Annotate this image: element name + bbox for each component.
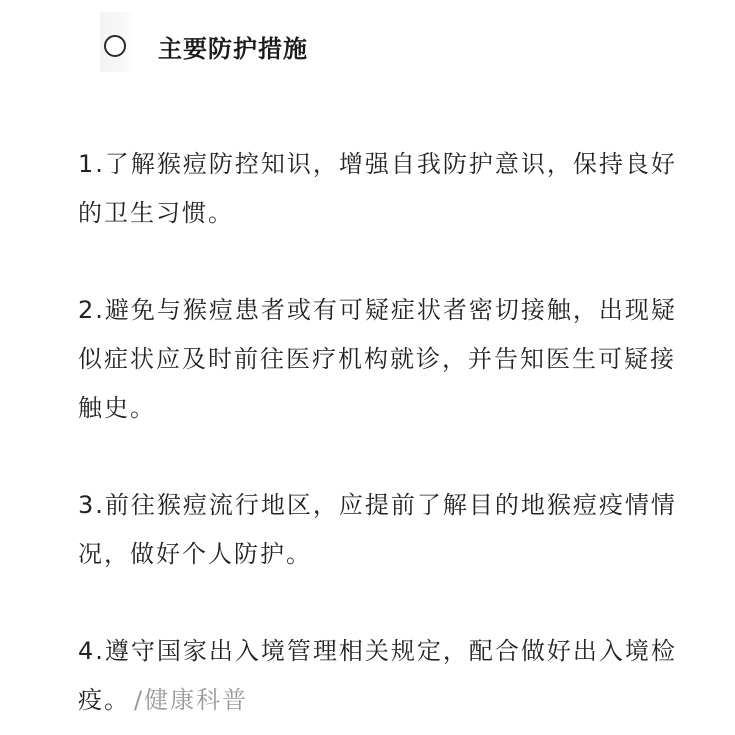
section-heading (104, 26, 308, 66)
measures-list (78, 140, 678, 725)
measure-item-2 (78, 286, 678, 433)
circle-icon (104, 35, 126, 57)
measure-text-2: 2.避免与猴痘患者或有可疑症状者密切接触，出现疑似症状应及时前往医疗机构就诊，并告知医生可疑接触史。 (78, 296, 677, 422)
measure-item-3 (78, 481, 678, 579)
measure-item-4 (78, 627, 678, 725)
measure-text-1: 1.了解猴痘防控知识，增强自我防护意识，保持良好的卫生习惯。 (78, 150, 677, 227)
source-credit: /健康科普 (134, 686, 249, 714)
section-title: 主要防护措施 (158, 34, 308, 63)
measure-text-4: 4.遵守国家出入境管理相关规定，配合做好出入境检疫。 (78, 637, 677, 714)
measure-text-3: 3.前往猴痘流行地区，应提前了解目的地猴痘疫情情况，做好个人防护。 (78, 491, 677, 568)
measure-item-1 (78, 140, 678, 238)
